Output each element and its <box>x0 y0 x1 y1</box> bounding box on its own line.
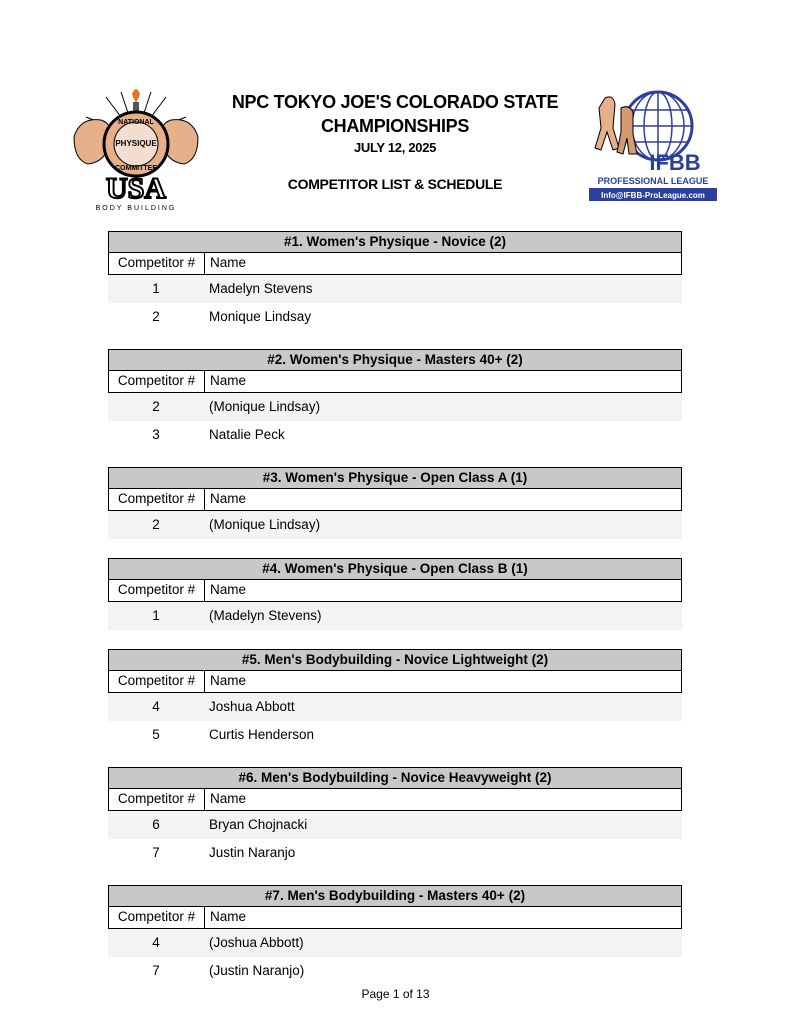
svg-text:COMMITTEE: COMMITTEE <box>115 165 157 172</box>
competitor-name: Joshua Abbott <box>209 699 295 714</box>
competitor-name: (Monique Lindsay) <box>209 399 321 414</box>
competitor-name: (Joshua Abbott) <box>209 935 304 950</box>
svg-text:PHYSIQUE: PHYSIQUE <box>115 139 157 148</box>
competitor-number-header: Competitor # <box>109 671 205 692</box>
competitor-number-header: Competitor # <box>109 371 205 392</box>
competitor-number: 4 <box>152 935 160 950</box>
table-row <box>108 929 682 957</box>
column-header-row <box>108 907 682 929</box>
competitor-number: 2 <box>152 517 160 532</box>
ifbb-pro-league-logo <box>583 88 723 208</box>
table-row <box>108 957 682 985</box>
table-row <box>108 811 682 839</box>
competitor-name: Justin Naranjo <box>209 845 296 860</box>
competitor-number: 5 <box>152 727 160 742</box>
competitor-number: 1 <box>152 281 160 296</box>
class-section-3 <box>108 467 682 539</box>
name-header: Name <box>210 373 247 388</box>
document-subtitle: COMPETITOR LIST & SCHEDULE <box>287 176 503 192</box>
class-title: #4. Women's Physique - Open Class B (1) <box>108 558 682 580</box>
class-section-2 <box>108 349 682 449</box>
event-title-line2: CHAMPIONSHIPS <box>320 116 470 136</box>
class-section-1 <box>108 231 682 331</box>
name-header: Name <box>210 909 247 924</box>
table-row <box>108 393 682 421</box>
column-header-row <box>108 580 682 602</box>
svg-text:PROFESSIONAL LEAGUE: PROFESSIONAL LEAGUE <box>597 176 709 186</box>
class-section-7 <box>108 885 682 985</box>
svg-text:IFBB: IFBB <box>649 150 701 175</box>
column-header-row <box>108 371 682 393</box>
competitor-number: 2 <box>152 399 160 414</box>
competitor-number-header: Competitor # <box>109 907 205 928</box>
competitor-number: 7 <box>152 845 160 860</box>
name-header: Name <box>210 255 247 270</box>
table-row <box>108 721 682 749</box>
competitor-name: Madelyn Stevens <box>209 281 313 296</box>
competitor-number: 7 <box>152 963 160 978</box>
table-row <box>108 303 682 331</box>
column-header-row <box>108 671 682 693</box>
competitor-number: 1 <box>152 608 160 623</box>
competitor-number-header: Competitor # <box>109 580 205 601</box>
class-section-6 <box>108 767 682 867</box>
competitor-name: (Monique Lindsay) <box>209 517 321 532</box>
name-header: Name <box>210 673 247 688</box>
competitor-number: 2 <box>152 309 160 324</box>
competitor-name: Bryan Chojnacki <box>209 817 308 832</box>
class-section-5 <box>108 649 682 749</box>
class-title: #6. Men's Bodybuilding - Novice Heavyweight (2) <box>108 767 682 789</box>
table-row <box>108 693 682 721</box>
event-title-line1: NPC TOKYO JOE'S COLORADO STATE <box>231 92 559 112</box>
competitor-number-header: Competitor # <box>109 789 205 810</box>
column-header-row <box>108 253 682 275</box>
competitor-name: (Madelyn Stevens) <box>209 608 322 623</box>
page-number: Page 1 of 13 <box>361 987 430 1001</box>
column-header-row <box>108 489 682 511</box>
svg-text:BODY BUILDING: BODY BUILDING <box>95 205 177 212</box>
competitor-number: 3 <box>152 427 160 442</box>
competitor-number: 6 <box>152 817 160 832</box>
name-header: Name <box>210 491 247 506</box>
competitor-name: Monique Lindsay <box>209 309 312 324</box>
competitor-name: (Justin Naranjo) <box>209 963 305 978</box>
svg-text:NATIONAL: NATIONAL <box>118 119 154 126</box>
column-header-row <box>108 789 682 811</box>
class-title: #5. Men's Bodybuilding - Novice Lightweight (2) <box>108 649 682 671</box>
class-title: #3. Women's Physique - Open Class A (1) <box>108 467 682 489</box>
name-header: Name <box>210 791 247 806</box>
table-row <box>108 602 682 630</box>
table-row <box>108 511 682 539</box>
svg-text:Info@IFBB-ProLeague.com: Info@IFBB-ProLeague.com <box>601 191 705 200</box>
table-row <box>108 421 682 449</box>
class-title: #2. Women's Physique - Masters 40+ (2) <box>108 349 682 371</box>
class-title: #7. Men's Bodybuilding - Masters 40+ (2) <box>108 885 682 907</box>
competitor-name: Curtis Henderson <box>209 727 315 742</box>
competitor-number: 4 <box>152 699 160 714</box>
table-row <box>108 275 682 303</box>
svg-text:USA: USA <box>105 172 167 205</box>
name-header: Name <box>210 582 247 597</box>
table-row <box>108 839 682 867</box>
class-section-4 <box>108 558 682 630</box>
event-date: JULY 12, 2025 <box>353 140 437 155</box>
competitor-number-header: Competitor # <box>109 253 205 274</box>
competitor-name: Natalie Peck <box>209 427 285 442</box>
class-title: #1. Women's Physique - Novice (2) <box>108 231 682 253</box>
npc-usa-logo <box>66 82 206 212</box>
competitor-number-header: Competitor # <box>109 489 205 510</box>
